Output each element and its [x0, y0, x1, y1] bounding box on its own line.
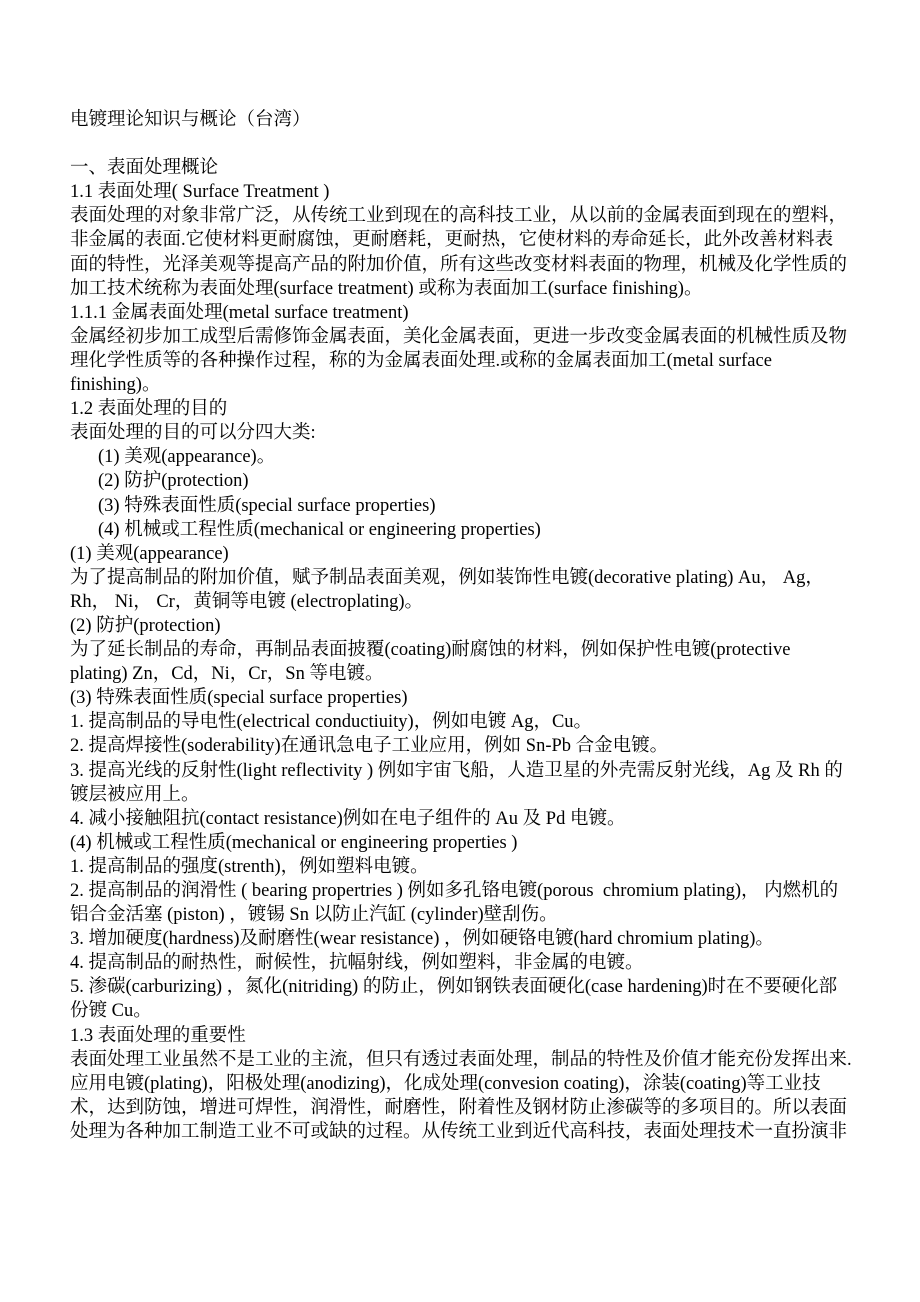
- document-body: [70, 156, 885, 1144]
- text-line: 1.3 表面处理的重要性: [70, 1025, 246, 1046]
- text-line: 理化学性质等的各种操作过程，称的为金属表面处理.或称的金属表面加工(metal surface: [70, 350, 772, 371]
- text-line: 表面处理的对象非常广泛，从传统工业到现在的高科技工业，从以前的金属表面到现在的塑料，: [70, 206, 848, 227]
- text-line: 为了延长制品的寿命，再制品表面披覆(coating)耐腐蚀的材料，例如保护性电镀(protective: [70, 640, 791, 661]
- text-line: (4) 机械或工程性质(mechanical or engineering properties ): [70, 832, 518, 853]
- text-line: 1.2 表面处理的目的: [70, 399, 228, 420]
- text-line: 一、表面处理概论: [70, 158, 219, 179]
- text-line: 5. 渗碳(carburizing) ，氮化(nitriding) 的防止，例如钢铁表面硬化(case hardening)时在不要硬化部: [70, 977, 838, 998]
- text-line: 1. 提高制品的强度(strenth)，例如塑料电镀。: [70, 856, 429, 877]
- text-line: 术，达到防蚀，增进可焊性，润滑性，耐磨性，附着性及钢材防止渗碳等的多项目的。所以表面: [70, 1097, 848, 1118]
- text-line: 4. 减小接触阻抗(contact resistance)例如在电子组件的 Au 及 Pd 电镀。: [70, 808, 626, 829]
- text-line: (1) 美观(appearance): [70, 543, 229, 564]
- text-line: Rh， Ni， Cr，黄铜等电镀 (electroplating)。: [70, 591, 423, 612]
- text-line: (3) 特殊表面性质(special surface properties): [70, 688, 408, 709]
- text-line: 3. 增加硬度(hardness)及耐磨性(wear resistance) ，例如硬铬电镀(hard chromium plating)。: [70, 929, 774, 950]
- text-line: 加工技术统称为表面处理(surface treatment) 或称为表面加工(surface finishing)。: [70, 278, 703, 299]
- text-line: 面的特性，光泽美观等提高产品的附加价值，所有这些改变材料表面的物理，机械及化学性质的: [70, 254, 848, 275]
- text-line: (2) 防护(protection): [98, 471, 249, 492]
- text-line: 铝合金活塞 (piston) ，镀锡 Sn 以防止汽缸 (cylinder)壁刮伤。: [70, 905, 558, 926]
- text-line: (1) 美观(appearance)。: [98, 447, 276, 468]
- text-line: 处理为各种加工制造工业不可或缺的过程。从传统工业到近代高科技，表面处理技术一直扮演非: [70, 1121, 848, 1142]
- text-line: 1.1 表面处理( Surface Treatment ): [70, 182, 330, 203]
- text-line: (2) 防护(protection): [70, 615, 221, 636]
- text-line: 2. 提高焊接性(soderability)在通讯急电子工业应用，例如 Sn-Pb 合金电镀。: [70, 736, 669, 757]
- blank-line: [70, 132, 885, 156]
- text-line: 4. 提高制品的耐热性，耐候性，抗幅射线，例如塑料，非金属的电镀。: [70, 953, 644, 974]
- text-line: 表面处理工业虽然不是工业的主流，但只有透过表面处理，制品的特性及价值才能充份发挥出来.: [70, 1049, 852, 1070]
- text-line: finishing)。: [70, 375, 161, 396]
- text-line: 1.1.1 金属表面处理(metal surface treatment): [70, 302, 409, 323]
- text-line: 份镀 Cu。: [70, 1001, 152, 1022]
- text-line: 1. 提高制品的导电性(electrical conductiuity)，例如电镀 Ag，Cu。: [70, 712, 593, 733]
- text-line: 金属经初步加工成型后需修饰金属表面，美化金属表面，更进一步改变金属表面的机械性质及物: [70, 326, 848, 347]
- text-line: 非金属的表面.它使材料更耐腐蚀，更耐磨耗，更耐热，它使材料的寿命延长，此外改善材料表: [70, 230, 834, 251]
- text-line: (3) 特殊表面性质(special surface properties): [98, 495, 436, 516]
- text-line: 3. 提高光线的反射性(light reflectivity ) 例如宇宙飞船，人造卫星的外壳需反射光线，Ag 及 Rh 的: [70, 760, 843, 781]
- text-line: 应用电镀(plating)，阳极处理(anodizing)，化成处理(convesion coating)，涂装(coating)等工业技: [70, 1073, 821, 1094]
- text-line: 表面处理的目的可以分四大类:: [70, 423, 316, 444]
- text-line: plating) Zn，Cd，Ni，Cr，Sn 等电镀。: [70, 664, 384, 685]
- document-title: 电镀理论知识与概论（台湾）: [70, 110, 311, 130]
- text-line: 2. 提高制品的润滑性 ( bearing propertries ) 例如多孔铬电镀(porous chromium plating)， 内燃机的: [70, 881, 839, 901]
- text-line: 镀层被应用上。: [70, 784, 200, 805]
- text-line: 为了提高制品的附加价值，赋予制品表面美观，例如装饰性电镀(decorative plating) Au， Ag，: [70, 567, 824, 588]
- text-line: (4) 机械或工程性质(mechanical or engineering properties): [98, 519, 541, 540]
- document-page: [70, 108, 885, 1144]
